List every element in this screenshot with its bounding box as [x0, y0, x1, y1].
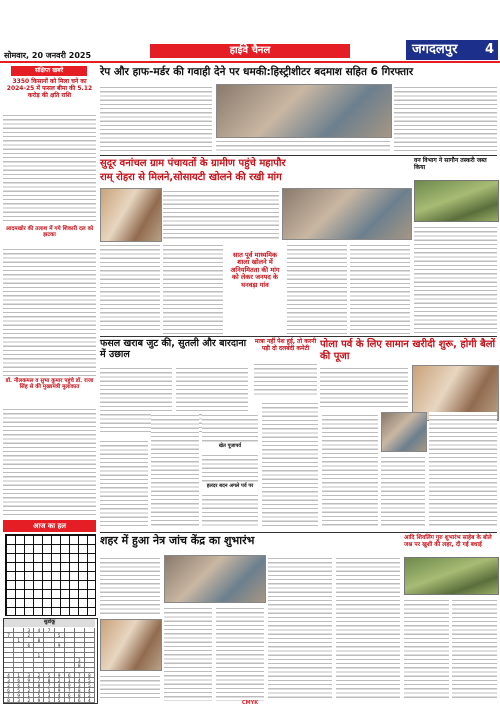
sudoku-cell: 7 [65, 688, 75, 693]
sudoku-cell: 6 [4, 688, 14, 693]
story2-col-b [163, 242, 223, 334]
sudoku-cell: 7 [4, 693, 14, 698]
mid-column [202, 412, 258, 528]
sudoku-cell: 3 [75, 683, 85, 688]
sudoku-cell: 5 [85, 678, 95, 683]
sudoku-cell: 8 [75, 693, 85, 698]
pola-body [320, 365, 408, 409]
sudoku-cell: 2 [55, 678, 65, 683]
guru-headline: आदि शिवलिंग गुरु शुभारंभ साहेब के बोले जश्न पर खुशी की लहर, दी गई बधाई [404, 535, 492, 548]
mid-body1 [202, 412, 258, 442]
eye-camp-col3 [216, 605, 264, 701]
sudoku-cell: 9 [34, 698, 44, 703]
farm-story [100, 339, 250, 409]
sudoku-cell: 2 [24, 698, 34, 703]
divider [100, 336, 497, 337]
guru-col1 [404, 597, 449, 701]
page-number: 4 [484, 42, 494, 57]
sudoku-cell: 9 [55, 688, 65, 693]
edition-date: सोमवार, 20 जनवरी 2025 [4, 51, 92, 60]
sudoku-cell: 8 [34, 683, 44, 688]
sudoku-cell: 2 [24, 688, 34, 693]
sudoku-cell: 1 [14, 638, 24, 643]
city-name: जगदलपुर [412, 42, 458, 57]
story2-headline: सुदूर वनांचल ग्राम पंचायतों के ग्रामीण पहुंचे महापौर [100, 158, 286, 169]
sudoku-cell: 4 [75, 678, 85, 683]
lead-photo-caption [216, 138, 390, 152]
sudoku-cell: 3 [34, 688, 44, 693]
pola-col4 [429, 412, 497, 528]
brief-story3-body [3, 406, 96, 516]
sudoku-cell: 4 [34, 628, 44, 633]
left-sidebar [3, 66, 96, 702]
sudoku-cell: 5 [55, 698, 65, 703]
brief-story2-headline: आदमखोर की तलाश में गये शिकारी दल को झटका [5, 226, 94, 239]
sudoku-row [4, 698, 95, 703]
sudoku-cell: 2 [34, 673, 44, 678]
story2-col-a [100, 242, 160, 332]
eye-camp-col5 [336, 555, 400, 701]
divider [100, 155, 497, 156]
sudoku-cells [4, 628, 95, 703]
timber-headline: वन विभाग ने सागौन तस्करी जब्त किया [414, 157, 487, 171]
lead-photo [216, 84, 392, 138]
story2-pull-quote: सात पूर्व माध्यमिक शाला खोलने में अनियमितता की मांग को लेकर जनपद के घनवड़ा गांव [230, 251, 280, 289]
guru-col2 [452, 597, 497, 701]
story2-side [414, 158, 497, 334]
sudoku-cell: 7 [4, 633, 14, 638]
sudoku-cell: 1 [44, 688, 54, 693]
sudoku-cell: 1 [44, 698, 54, 703]
brief-story3-headline: डॉ. नीलकमल व सुभा कुमार पहुंचे डॉ. राजा सिंह से की मुख्यमंत्री मुलाकात [5, 378, 94, 391]
sudoku-title: सुडोकू [4, 619, 95, 627]
mid-body3 [202, 492, 258, 528]
sudoku-cell: 8 [75, 663, 85, 668]
sudoku-cell: 6 [14, 683, 24, 688]
sudoku-cell: 8 [85, 673, 95, 678]
sudoku-cell: 6 [24, 643, 34, 648]
sudoku-cell: 1 [14, 673, 24, 678]
guru-photo [404, 557, 499, 595]
lead-headline: रेप और हाफ-मर्डर की गवाही देने पर धमकी:हिस्ट्रीशीटर बदमाश सहित 6 गिरफ्तार [100, 66, 414, 78]
eye-camp-photo2 [164, 555, 266, 603]
sudoku-cell: 6 [65, 693, 75, 698]
farm-col4 [151, 412, 199, 528]
sudoku-cell: 5 [85, 683, 95, 688]
story2-quote-box [226, 242, 284, 322]
sudoku-cell: 5 [14, 688, 24, 693]
sudoku-cell: 8 [34, 638, 44, 643]
sudoku-cell: 5 [44, 673, 54, 678]
farm-col3 [100, 438, 148, 528]
sudoku-cell: 1 [24, 683, 34, 688]
city-label [406, 40, 498, 60]
sudoku-cell: 7 [44, 628, 54, 633]
brief-story2-body [3, 246, 96, 376]
masthead [0, 0, 500, 66]
quiz-title: आज का हल [3, 520, 96, 532]
sudoku-cell: 4 [85, 698, 95, 703]
story2-col-c [287, 242, 347, 334]
sudoku-cell: 5 [55, 633, 65, 638]
sudoku-cell: 3 [75, 658, 85, 663]
lead-col3 [394, 84, 497, 152]
pola-col2 [322, 412, 378, 528]
story2-subhead: राम् रोहरा से मिलने,सोसायटी खोलने की रखी मांग [100, 172, 282, 183]
eye-camp-col1 [100, 555, 160, 615]
sudoku-cell: 2 [85, 693, 95, 698]
eye-camp-headline: शहर में हुआ नेत्र जांच केंद्र का शुभारंभ [100, 534, 255, 547]
story2-photo2 [282, 188, 412, 240]
sudoku-grid [3, 618, 98, 704]
sudoku-cell: 4 [55, 683, 65, 688]
mid-subhead2: हलदर बदन अगले पर्व पर [206, 483, 254, 489]
brief-story1-body [3, 112, 96, 222]
sudoku-cell: 4 [4, 673, 14, 678]
eye-camp-col4 [268, 555, 332, 701]
farm-headline: फसल खराब जुट की, सुतली और बारदाना में उछाल [100, 338, 247, 360]
farm-col5 [262, 400, 318, 528]
sudoku-cell: 8 [4, 698, 14, 703]
crossword-grid [5, 534, 96, 616]
story2-col-d [350, 242, 410, 334]
divider [100, 532, 497, 533]
pola-story [320, 339, 497, 409]
sudoku-cell: 9 [55, 673, 65, 678]
sudoku-cell: 7 [34, 678, 44, 683]
farm-subhead: मात्रा नहीं पेश हुई, तो करनी पड़ी दो दलबंदी कमेटी [254, 338, 317, 352]
sudoku-cell: 9 [24, 678, 34, 683]
sudoku-cell: 2 [24, 633, 34, 638]
masthead-band [0, 0, 500, 40]
sudoku-cell: 1 [65, 678, 75, 683]
eye-camp-story [100, 535, 400, 701]
timber-photo [414, 180, 499, 222]
pola-photo2 [381, 412, 427, 452]
sudoku-cell: 5 [34, 693, 44, 698]
brief-news-badge: संक्षिप्त खबरें [11, 66, 87, 76]
masthead-rule [0, 61, 500, 63]
sudoku-cell: 7 [65, 698, 75, 703]
farm-sub-box [254, 339, 317, 399]
sudoku-cell: 6 [65, 673, 75, 678]
eye-camp-col2 [164, 605, 212, 701]
mid-subhead1: खेत पूजापर्व [218, 443, 242, 449]
farm-sub-body [254, 361, 317, 397]
sudoku-cell: 9 [55, 643, 65, 648]
sudoku-cell: 3 [14, 698, 24, 703]
sudoku-cell: 6 [14, 678, 24, 683]
sudoku-cell: 4 [55, 693, 65, 698]
paper-title: हाईवे चैनल [150, 44, 350, 58]
sudoku-cell: 7 [75, 673, 85, 678]
pola-headline: पोला पर्व के लिए सामान खरीदी शुरू, होगी बैलों की पूजा [320, 339, 496, 362]
mid-body2 [202, 452, 258, 482]
pola-col3 [381, 454, 425, 528]
sudoku-cell: 4 [85, 688, 95, 693]
lead-story [100, 66, 497, 152]
sudoku-cell: 6 [75, 698, 85, 703]
eye-camp-col1b [100, 673, 160, 701]
eye-camp-photo1 [100, 619, 162, 671]
sudoku-cell: 3 [44, 693, 54, 698]
sudoku-cell: 3 [24, 673, 34, 678]
sudoku-cell: 1 [34, 653, 44, 658]
sudoku-cell: 9 [65, 683, 75, 688]
sudoku-cell: 9 [14, 693, 24, 698]
sudoku-cell: 2 [4, 683, 14, 688]
sudoku-cell: 8 [75, 688, 85, 693]
story2 [100, 158, 410, 240]
sudoku-cell: 3 [24, 628, 34, 633]
lead-col1 [100, 84, 212, 152]
sudoku-cell: 7 [44, 683, 54, 688]
guru-story [404, 535, 497, 701]
timber-body [414, 224, 497, 334]
story2-body [163, 188, 279, 240]
sudoku-cell: 1 [24, 693, 34, 698]
print-mark: CMYK [241, 700, 259, 706]
story2-photo1 [100, 188, 162, 242]
sudoku-cell: 8 [44, 678, 54, 683]
sudoku-cell: 3 [4, 678, 14, 683]
brief-story1-headline: 3350 किसानों को मिला चने का 2024-25 में फसल बीमा की 5.12 करोड़ की क्षति राशि [6, 78, 93, 99]
